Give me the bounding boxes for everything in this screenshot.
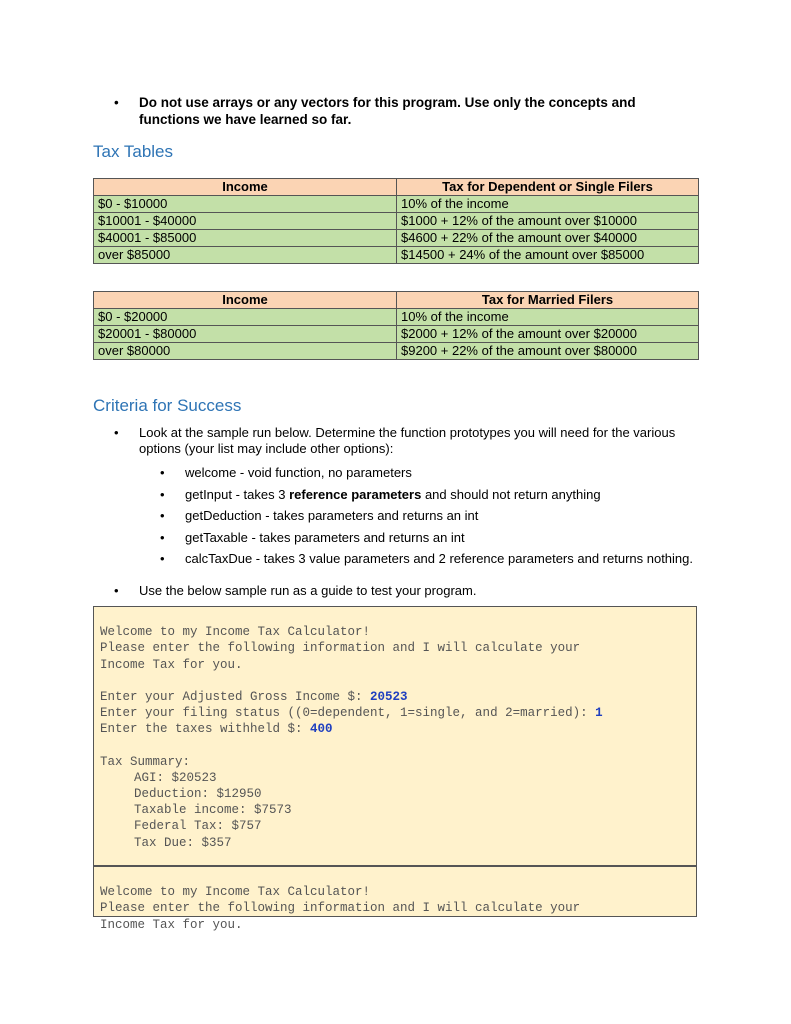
console-line: Tax Due: $357	[134, 835, 232, 850]
criteria-bullet	[114, 425, 694, 457]
console-line: Enter the taxes withheld $: 400	[100, 722, 333, 737]
console-line: Income Tax for you.	[100, 917, 243, 932]
column-header: Income	[94, 179, 397, 196]
function-getdeduction: getDeduction - takes parameters and returns an int	[185, 508, 479, 523]
income-cell: $20001 - $80000	[94, 326, 397, 343]
tax-cell: 10% of the income	[397, 309, 699, 326]
function-list	[160, 465, 700, 573]
console-line: AGI: $20523	[134, 770, 217, 785]
income-cell: $0 - $20000	[94, 309, 397, 326]
table-row	[94, 213, 699, 230]
user-input: 1	[595, 706, 603, 721]
console-line: Enter your filing status ((0=dependent, 1=single, and 2=married): 1	[100, 706, 603, 721]
tax-cell: $9200 + 22% of the amount over $80000	[397, 343, 699, 360]
function-calctaxdue: calcTaxDue - takes 3 value parameters and 2 reference parameters and returns nothing.	[185, 551, 693, 566]
column-header: Tax for Married Filers	[397, 292, 699, 309]
criteria-bullet-text: Look at the sample run below. Determine the function prototypes you will need for the various options (your list may include other options):	[139, 425, 676, 456]
table-header-row	[94, 292, 699, 309]
console-line: Welcome to my Income Tax Calculator!	[100, 885, 371, 900]
list-item: • welcome - void function, no parameters	[160, 465, 412, 480]
table-row	[94, 196, 699, 213]
income-cell: $0 - $10000	[94, 196, 397, 213]
console-blank	[100, 738, 696, 754]
function-getinput: getInput - takes 3 reference parameters and should not return anything	[185, 486, 601, 502]
column-header: Income	[94, 292, 397, 309]
criteria-bullet	[114, 583, 694, 599]
console-line: Enter your Adjusted Gross Income $: 20523	[100, 689, 408, 704]
function-welcome: welcome - void function, no parameters	[185, 465, 412, 480]
bullet-dot: •	[114, 95, 119, 110]
table-row	[94, 230, 699, 247]
single-filers-tax-table	[93, 178, 699, 264]
console-blank	[100, 673, 696, 689]
console-line: Taxable income: $7573	[134, 803, 292, 818]
criteria-bullet-text: Use the below sample run as a guide to test your program.	[139, 583, 477, 598]
income-cell: over $80000	[94, 343, 397, 360]
table-header-row	[94, 179, 699, 196]
console-blank	[100, 851, 696, 867]
user-input: 400	[310, 722, 333, 737]
console-line: Tax Summary:	[100, 754, 191, 769]
criteria-heading: Criteria for Success	[93, 396, 242, 415]
intro-bullet	[114, 94, 674, 128]
table-row	[94, 343, 699, 360]
tax-cell: $4600 + 22% of the amount over $40000	[397, 230, 699, 247]
list-item: • getInput - takes 3 reference parameters and should not return anything	[160, 486, 601, 502]
tax-cell: $14500 + 24% of the amount over $85000	[397, 247, 699, 264]
table-row	[94, 309, 699, 326]
console-line: Deduction: $12950	[134, 787, 262, 802]
tax-cell: 10% of the income	[397, 196, 699, 213]
sample-run-console	[93, 606, 697, 866]
married-filers-tax-table	[93, 291, 699, 360]
console-line: Income Tax for you.	[100, 657, 243, 672]
sample-run-console-2	[93, 866, 697, 932]
function-gettaxable: getTaxable - takes parameters and returns an int	[185, 529, 465, 545]
bullet-dot: •	[114, 583, 119, 598]
income-cell: $10001 - $40000	[94, 213, 397, 230]
tax-tables-heading: Tax Tables	[93, 142, 174, 161]
list-item: • getDeduction - takes parameters and returns an int	[160, 508, 479, 523]
table-row	[94, 247, 699, 264]
user-input: 20523	[370, 689, 408, 704]
intro-bullet-text: Do not use arrays or any vectors for this program. Use only the concepts and functions we have learned so far.	[139, 95, 636, 127]
list-item: • getTaxable - takes parameters and returns an int	[160, 529, 465, 545]
list-item: • calcTaxDue - takes 3 value parameters and 2 reference parameters and returns nothing.	[160, 551, 693, 566]
console-line: Federal Tax: $757	[134, 819, 262, 834]
console-line: Welcome to my Income Tax Calculator!	[100, 625, 371, 640]
income-cell: over $85000	[94, 247, 397, 264]
console-line: Please enter the following information and I will calculate your	[100, 641, 581, 656]
tax-cell: $2000 + 12% of the amount over $20000	[397, 326, 699, 343]
console-line: Please enter the following information and I will calculate your	[100, 901, 581, 916]
income-cell: $40001 - $85000	[94, 230, 397, 247]
column-header: Tax for Dependent or Single Filers	[397, 179, 699, 196]
table-row	[94, 326, 699, 343]
tax-cell: $1000 + 12% of the amount over $10000	[397, 213, 699, 230]
bullet-dot: •	[114, 425, 119, 440]
